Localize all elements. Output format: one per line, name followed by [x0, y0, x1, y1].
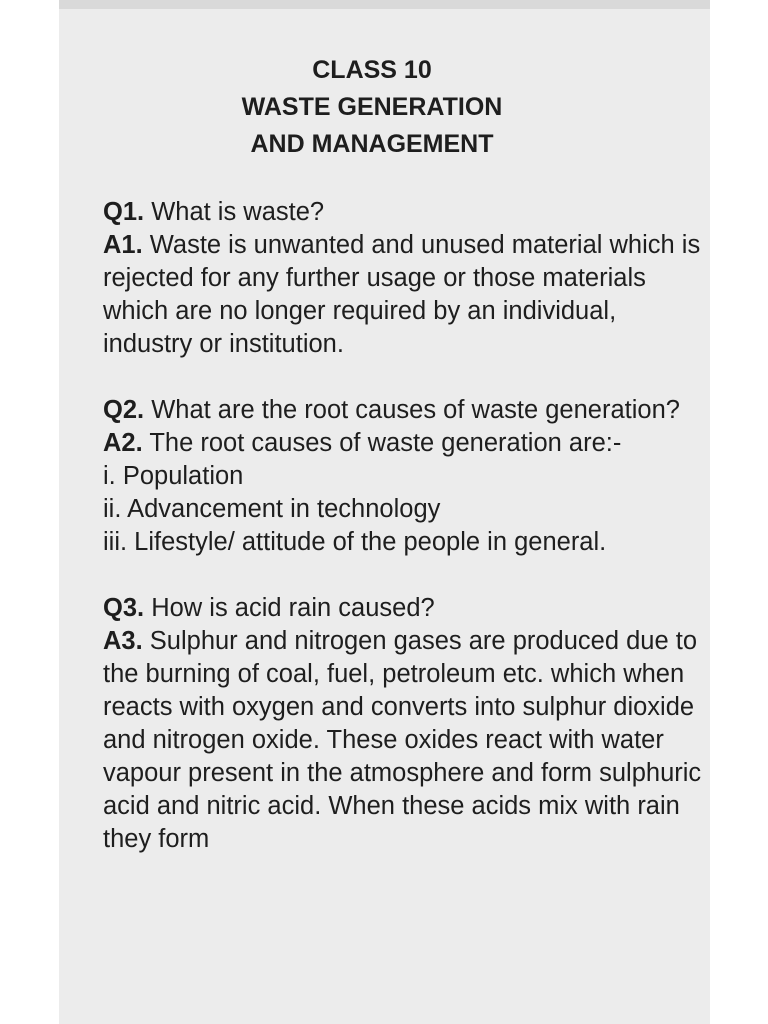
- title-topic-line1: WASTE GENERATION: [241, 93, 503, 121]
- answer-text: Sulphur and nitrogen gases are produced due to the burning of coal, fuel, petroleum etc. which when reacts with oxygen and converts into sulphur dioxide and nitrogen oxide. These oxides react with water vapour present in the atmosphere and form sulphuric acid and nitric acid. When these acids mix with rain they form: [103, 627, 702, 853]
- question-2: [103, 394, 703, 427]
- answer-2: [103, 427, 703, 460]
- title-class: CLASS 10: [312, 56, 432, 84]
- qa-block-1: [103, 196, 703, 361]
- answer-text: Waste is unwanted and unused material which is rejected for any further usage or those materials which are no longer required by an individual, industry or institution.: [103, 231, 701, 358]
- qa-block-3: [103, 592, 703, 856]
- answer-3: [103, 625, 703, 856]
- answer-2-list: [103, 460, 703, 559]
- question-text: What is waste?: [151, 198, 325, 226]
- document-title: [59, 52, 685, 163]
- document-body: [103, 196, 703, 889]
- answer-label: A3.: [103, 627, 143, 655]
- question-label: Q3.: [103, 594, 145, 622]
- answer-text: The root causes of waste generation are:-: [149, 429, 622, 457]
- question-text: How is acid rain caused?: [151, 594, 435, 622]
- question-label: Q1.: [103, 198, 145, 226]
- list-item: ii. Advancement in technology: [103, 495, 441, 523]
- document-page: [59, 0, 710, 1024]
- title-topic-line2: AND MANAGEMENT: [250, 130, 494, 158]
- question-text: What are the root causes of waste generation?: [151, 396, 680, 424]
- qa-block-2: [103, 394, 703, 559]
- answer-label: A2.: [103, 429, 143, 457]
- question-label: Q2.: [103, 396, 145, 424]
- list-item: iii. Lifestyle/ attitude of the people in general.: [103, 528, 607, 556]
- question-3: [103, 592, 703, 625]
- list-item: i. Population: [103, 462, 244, 490]
- question-1: [103, 196, 703, 229]
- answer-1: [103, 229, 703, 361]
- answer-label: A1.: [103, 231, 143, 259]
